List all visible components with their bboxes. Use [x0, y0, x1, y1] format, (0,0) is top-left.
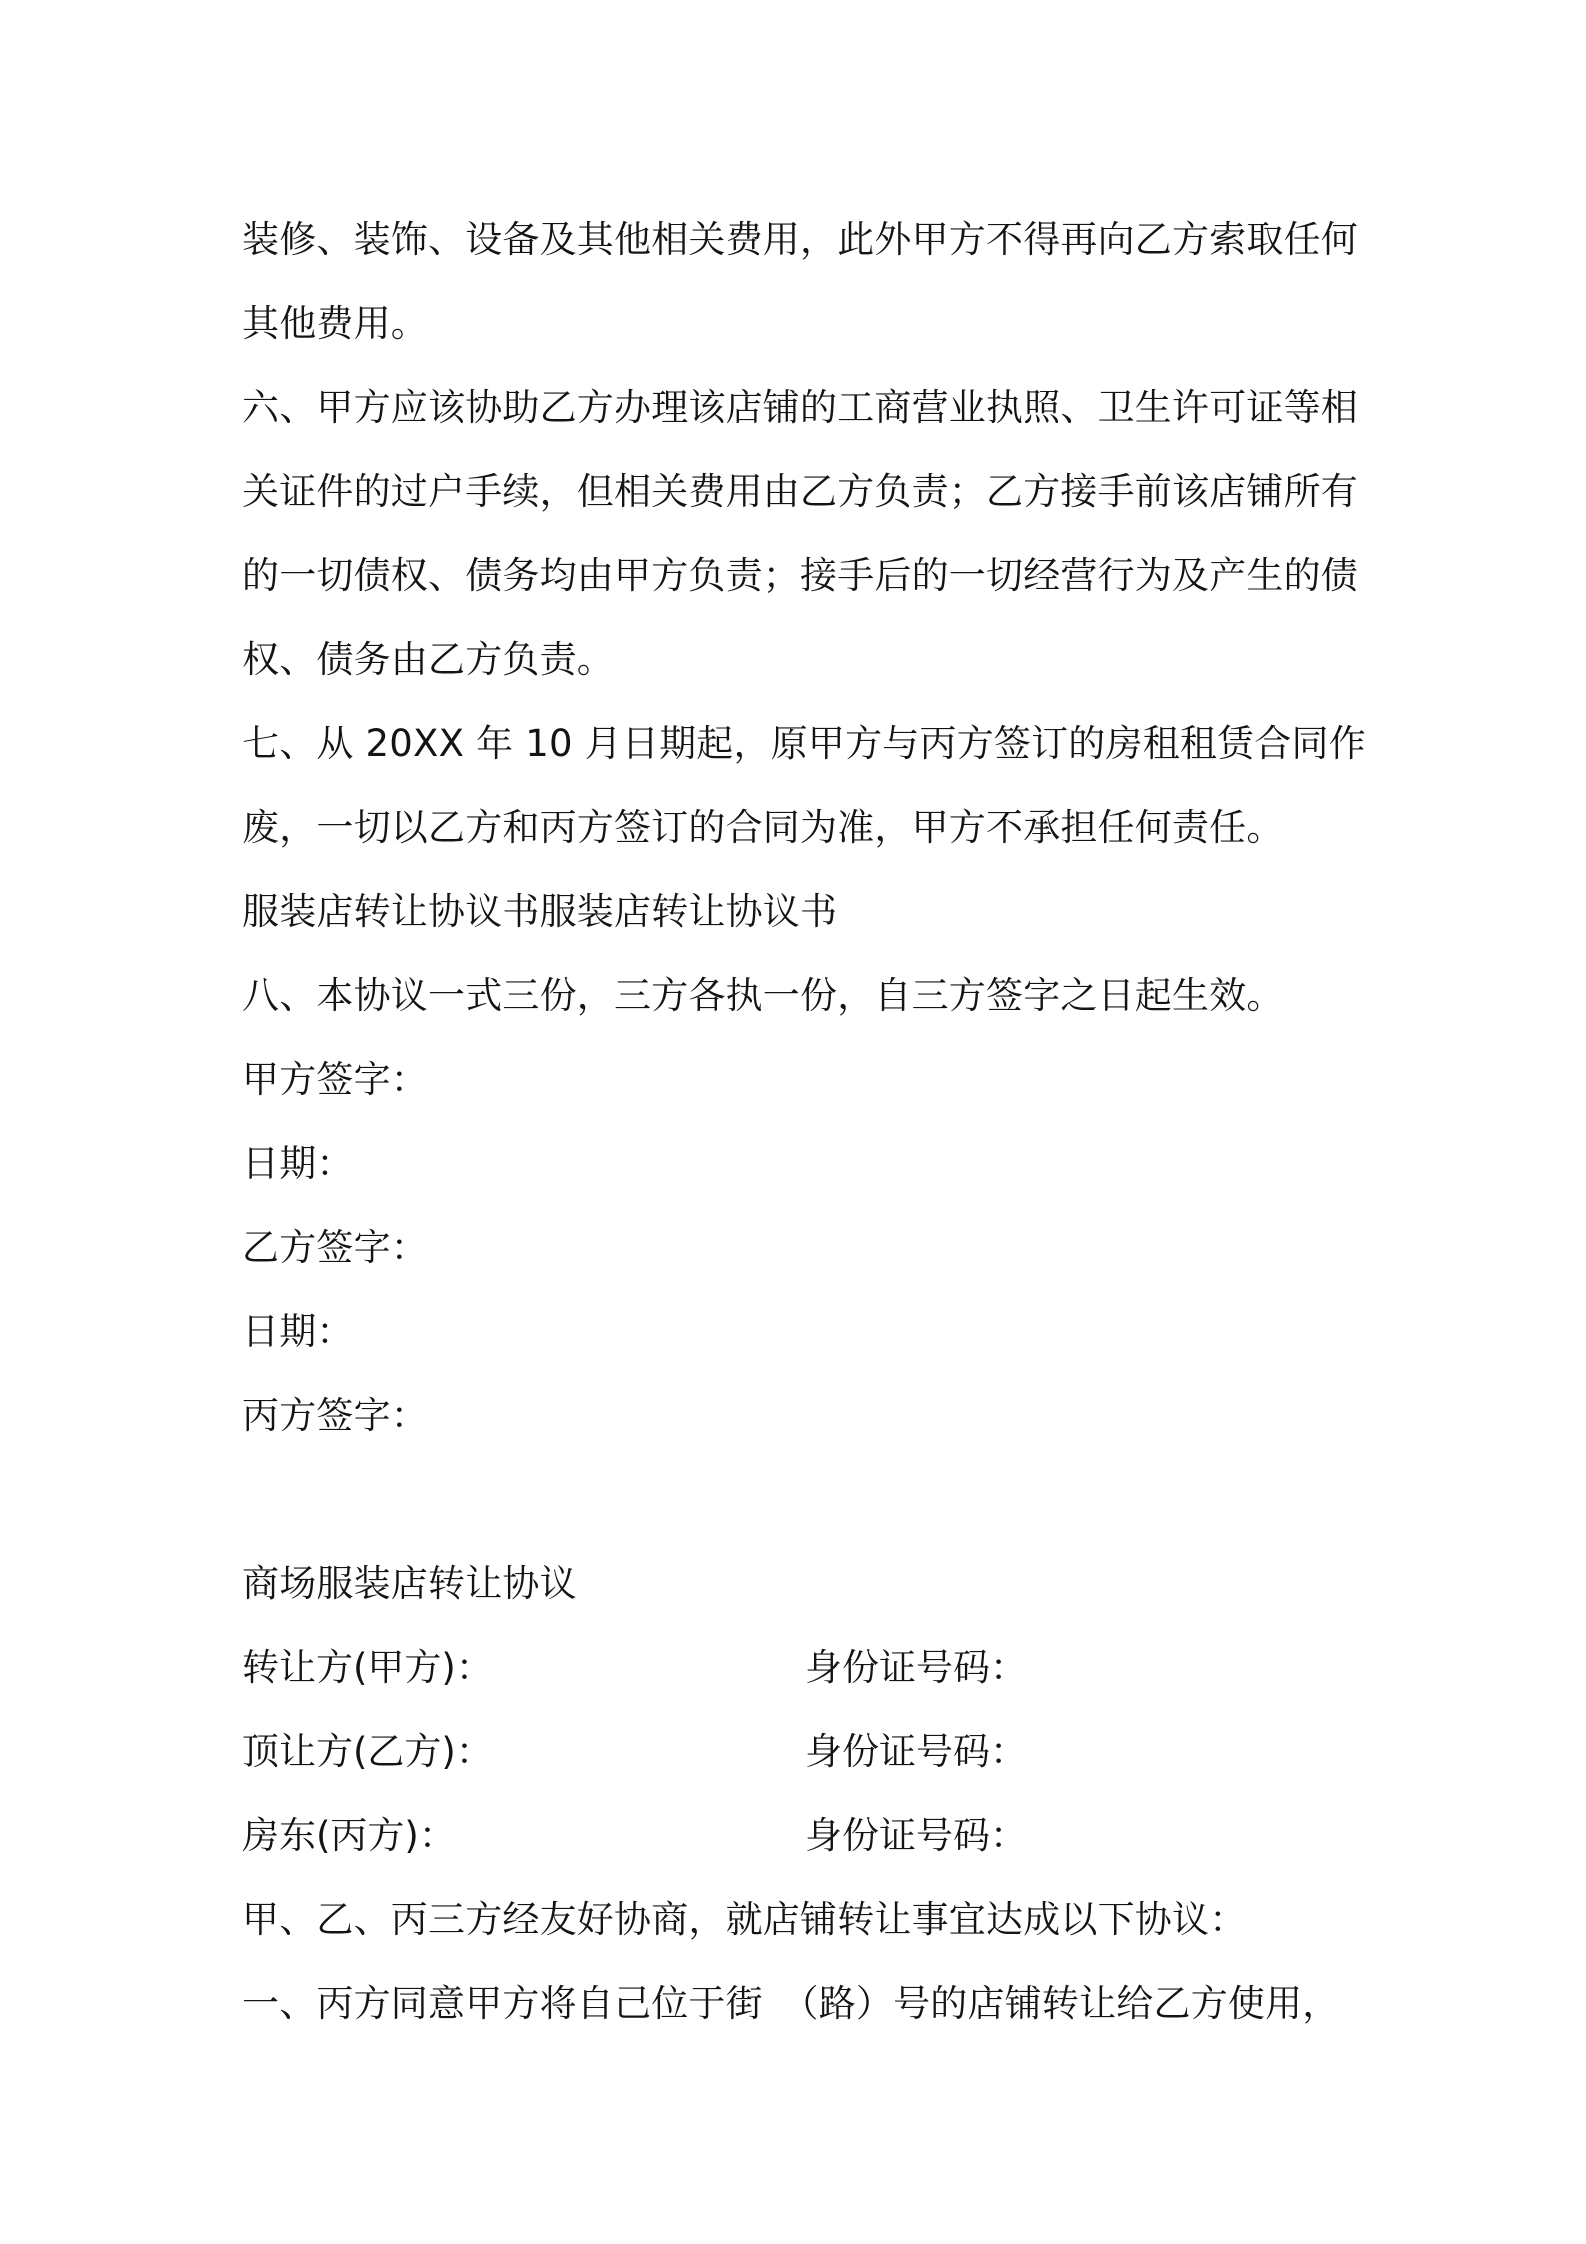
party-b-date: 日期： [242, 1310, 354, 1353]
transferor-id-label: 身份证号码： [805, 1646, 1027, 1689]
text-line: 的一切债权、债务均由甲方负责；接手后的一切经营行为及产生的债 [242, 554, 1358, 597]
landlord-id-label: 身份证号码： [805, 1814, 1027, 1857]
text-line: 装修、装饰、设备及其他相关费用，此外甲方不得再向乙方索取任何 [242, 218, 1358, 261]
transferee-label: 顶让方(乙方)： [242, 1730, 493, 1773]
second-agreement-title: 商场服装店转让协议 [242, 1562, 577, 1605]
clause-seven: 七、从 20XX 年 10 月日期起，原甲方与丙方签订的房租租赁合同作 [242, 722, 1366, 765]
clause-eight: 八、本协议一式三份，三方各执一份，自三方签字之日起生效。 [242, 974, 1284, 1017]
party-a-date: 日期： [242, 1142, 354, 1185]
party-b-signature: 乙方签字： [242, 1226, 428, 1269]
transferee-id-label: 身份证号码： [805, 1730, 1027, 1773]
party-row-landlord [242, 1794, 1362, 1878]
party-row-transferor [242, 1626, 1362, 1710]
party-row-transferee [242, 1710, 1362, 1794]
party-a-signature: 甲方签字： [242, 1058, 428, 1101]
text-line: 其他费用。 [242, 302, 428, 345]
text-line: 废，一切以乙方和丙方签订的合同为准，甲方不承担任何责任。 [242, 806, 1284, 849]
agreement-intro: 甲、乙、丙三方经友好协商，就店铺转让事宜达成以下协议： [242, 1898, 1247, 1941]
clause-six: 六、甲方应该协助乙方办理该店铺的工商营业执照、卫生许可证等相 [242, 386, 1358, 429]
clause-one: 一、丙方同意甲方将自己位于街 （路）号的店铺转让给乙方使用， [242, 1982, 1340, 2025]
section-gap [242, 1458, 1362, 1542]
landlord-label: 房东(丙方)： [242, 1814, 456, 1857]
text-line: 关证件的过户手续，但相关费用由乙方负责；乙方接手前该店铺所有 [242, 470, 1358, 513]
party-c-signature: 丙方签字： [242, 1394, 428, 1437]
text-line: 权、债务由乙方负责。 [242, 638, 614, 681]
document-heading-line: 服装店转让协议书服装店转让协议书 [242, 890, 838, 933]
document-body [242, 198, 1366, 2046]
transferor-label: 转让方(甲方)： [242, 1646, 493, 1689]
